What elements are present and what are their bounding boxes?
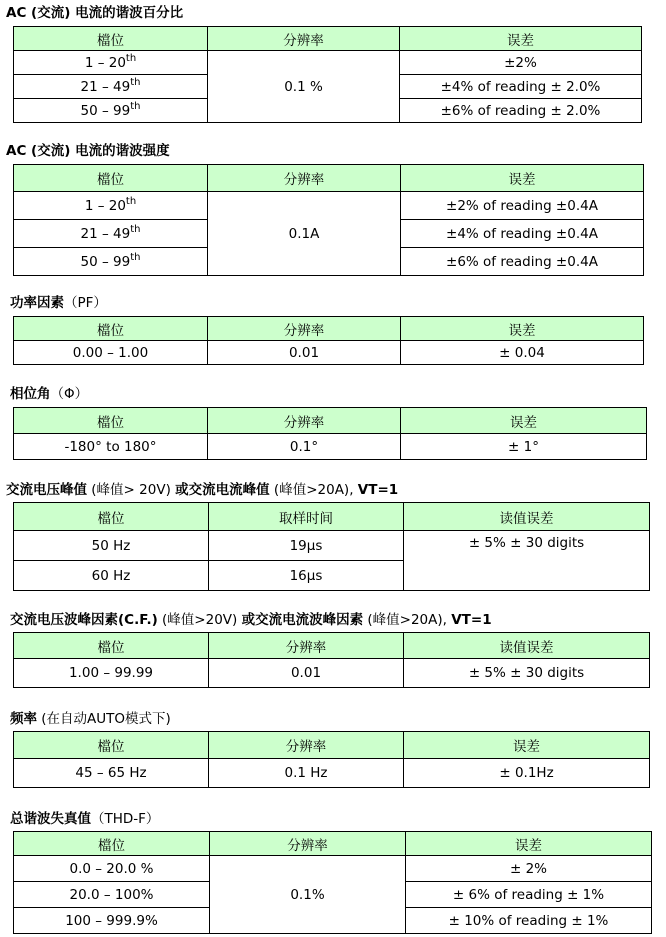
error-cell: ± 0.04 [401, 341, 644, 365]
header-range: 檔位 [14, 27, 208, 51]
section-title-bold: 交流电压峰值 [6, 482, 87, 498]
header-error: 误差 [401, 165, 644, 192]
resolution-cell: 0.1A [208, 192, 401, 276]
header-error: 误差 [406, 832, 652, 856]
power-factor-table [13, 316, 644, 365]
header-sampling-time: 取样时间 [209, 503, 404, 531]
header-resolution: 分辨率 [208, 27, 400, 51]
section-title-normal: （Φ） [50, 386, 89, 402]
header-error: 误差 [401, 408, 647, 434]
section-title-bold-2: 或交流电流波峰因素 [241, 612, 364, 628]
section-title-normal: （PF） [64, 295, 107, 311]
error-cell: ±2% of reading ±0.4A [401, 192, 644, 220]
range-cell: 20.0 – 100% [14, 882, 210, 908]
resolution-cell: 0.1 % [208, 51, 400, 123]
thd-table [13, 831, 652, 934]
section-title-normal-2: (峰值>20A), [363, 612, 452, 628]
section-title-harmonic-magnitude [6, 142, 170, 160]
table-row [14, 659, 650, 688]
header-range: 檔位 [14, 317, 208, 341]
table-row [14, 856, 652, 882]
table-row [14, 341, 644, 365]
section-title-peak-value [6, 481, 398, 499]
header-range: 檔位 [14, 408, 208, 434]
section-title-bold: 交流电压波峰因素(C.F.) [10, 612, 158, 628]
range-cell: 50 – 99th [14, 248, 208, 276]
section-title-bold-2: 或交流电流峰值 [175, 482, 270, 498]
resolution-cell: 0.01 [209, 659, 404, 688]
section-title-bold-3: VT=1 [451, 612, 492, 628]
header-error: 误差 [404, 732, 650, 759]
section-title-bold: AC (交流) 电流的谐波强度 [6, 143, 170, 159]
header-resolution: 分辨率 [209, 633, 404, 659]
harmonic-magnitude-table [13, 164, 644, 276]
error-cell: ± 10% of reading ± 1% [406, 908, 652, 934]
error-cell: ±4% of reading ±0.4A [401, 220, 644, 248]
range-cell: 100 – 999.9% [14, 908, 210, 934]
table-row [14, 434, 647, 460]
header-resolution: 分辨率 [210, 832, 406, 856]
table-row [14, 531, 650, 561]
resolution-cell: 0.01 [208, 341, 401, 365]
table-row [14, 51, 642, 75]
section-title-power-factor [10, 294, 107, 312]
section-title-normal: (在自动AUTO模式下) [37, 711, 171, 727]
header-error: 误差 [400, 27, 642, 51]
section-title-normal-2: (峰值>20A), [269, 482, 358, 498]
range-cell: 1 – 20th [14, 51, 208, 75]
section-title-bold: AC (交流) 电流的谐波百分比 [6, 5, 184, 21]
header-error: 误差 [401, 317, 644, 341]
range-cell: -180° to 180° [14, 434, 208, 460]
table-row [14, 759, 650, 788]
peak-value-table [13, 502, 650, 591]
header-reading-error: 读值误差 [404, 633, 650, 659]
header-reading-error: 读值误差 [404, 503, 650, 531]
error-cell: ±4% of reading ± 2.0% [400, 75, 642, 99]
range-cell: 1 – 20th [14, 192, 208, 220]
crest-factor-table [13, 632, 650, 688]
range-cell: 50 Hz [14, 531, 209, 561]
harmonic-percent-table [13, 26, 642, 123]
section-title-thd [10, 810, 159, 828]
frequency-table [13, 731, 650, 788]
resolution-cell: 0.1% [210, 856, 406, 934]
error-cell: ± 2% [406, 856, 652, 882]
sampling-cell: 19μs [209, 531, 404, 561]
phase-angle-table [13, 407, 647, 460]
header-range: 檔位 [14, 165, 208, 192]
section-title-frequency [10, 710, 171, 728]
section-title-bold: 功率因素 [10, 295, 64, 311]
section-title-bold: 总谐波失真值 [10, 811, 91, 827]
header-range: 檔位 [14, 732, 209, 759]
range-cell: 45 – 65 Hz [14, 759, 209, 788]
table-row [14, 192, 644, 220]
header-resolution: 分辨率 [208, 165, 401, 192]
error-cell: ± 6% of reading ± 1% [406, 882, 652, 908]
range-cell: 0.0 – 20.0 % [14, 856, 210, 882]
header-range: 檔位 [14, 503, 209, 531]
range-cell: 21 – 49th [14, 220, 208, 248]
range-cell: 21 – 49th [14, 75, 208, 99]
error-cell: ±6% of reading ±0.4A [401, 248, 644, 276]
header-resolution: 分辨率 [208, 408, 401, 434]
range-cell: 0.00 – 1.00 [14, 341, 208, 365]
error-cell: ±2% [400, 51, 642, 75]
section-title-normal: (峰值>20V) [157, 612, 242, 628]
error-cell: ± 0.1Hz [404, 759, 650, 788]
error-cell: ± 1° [401, 434, 647, 460]
error-cell: ± 5% ± 30 digits [404, 531, 650, 591]
section-title-bold-3: VT=1 [357, 482, 399, 498]
section-title-normal: （THD-F） [91, 811, 160, 827]
sampling-cell: 16μs [209, 561, 404, 591]
section-title-bold: 频率 [10, 711, 37, 727]
error-cell: ±6% of reading ± 2.0% [400, 99, 642, 123]
range-cell: 1.00 – 99.99 [14, 659, 209, 688]
section-title-harmonic-percent [6, 4, 183, 22]
header-range: 檔位 [14, 633, 209, 659]
range-cell: 60 Hz [14, 561, 209, 591]
header-range: 檔位 [14, 832, 210, 856]
section-title-phase-angle [10, 385, 88, 403]
section-title-normal: (峰值> 20V) [87, 482, 176, 498]
header-resolution: 分辨率 [208, 317, 401, 341]
error-cell: ± 5% ± 30 digits [404, 659, 650, 688]
header-resolution: 分辨率 [209, 732, 404, 759]
resolution-cell: 0.1 Hz [209, 759, 404, 788]
section-title-crest-factor [10, 611, 492, 629]
range-cell: 50 – 99th [14, 99, 208, 123]
resolution-cell: 0.1° [208, 434, 401, 460]
section-title-bold: 相位角 [10, 386, 51, 402]
